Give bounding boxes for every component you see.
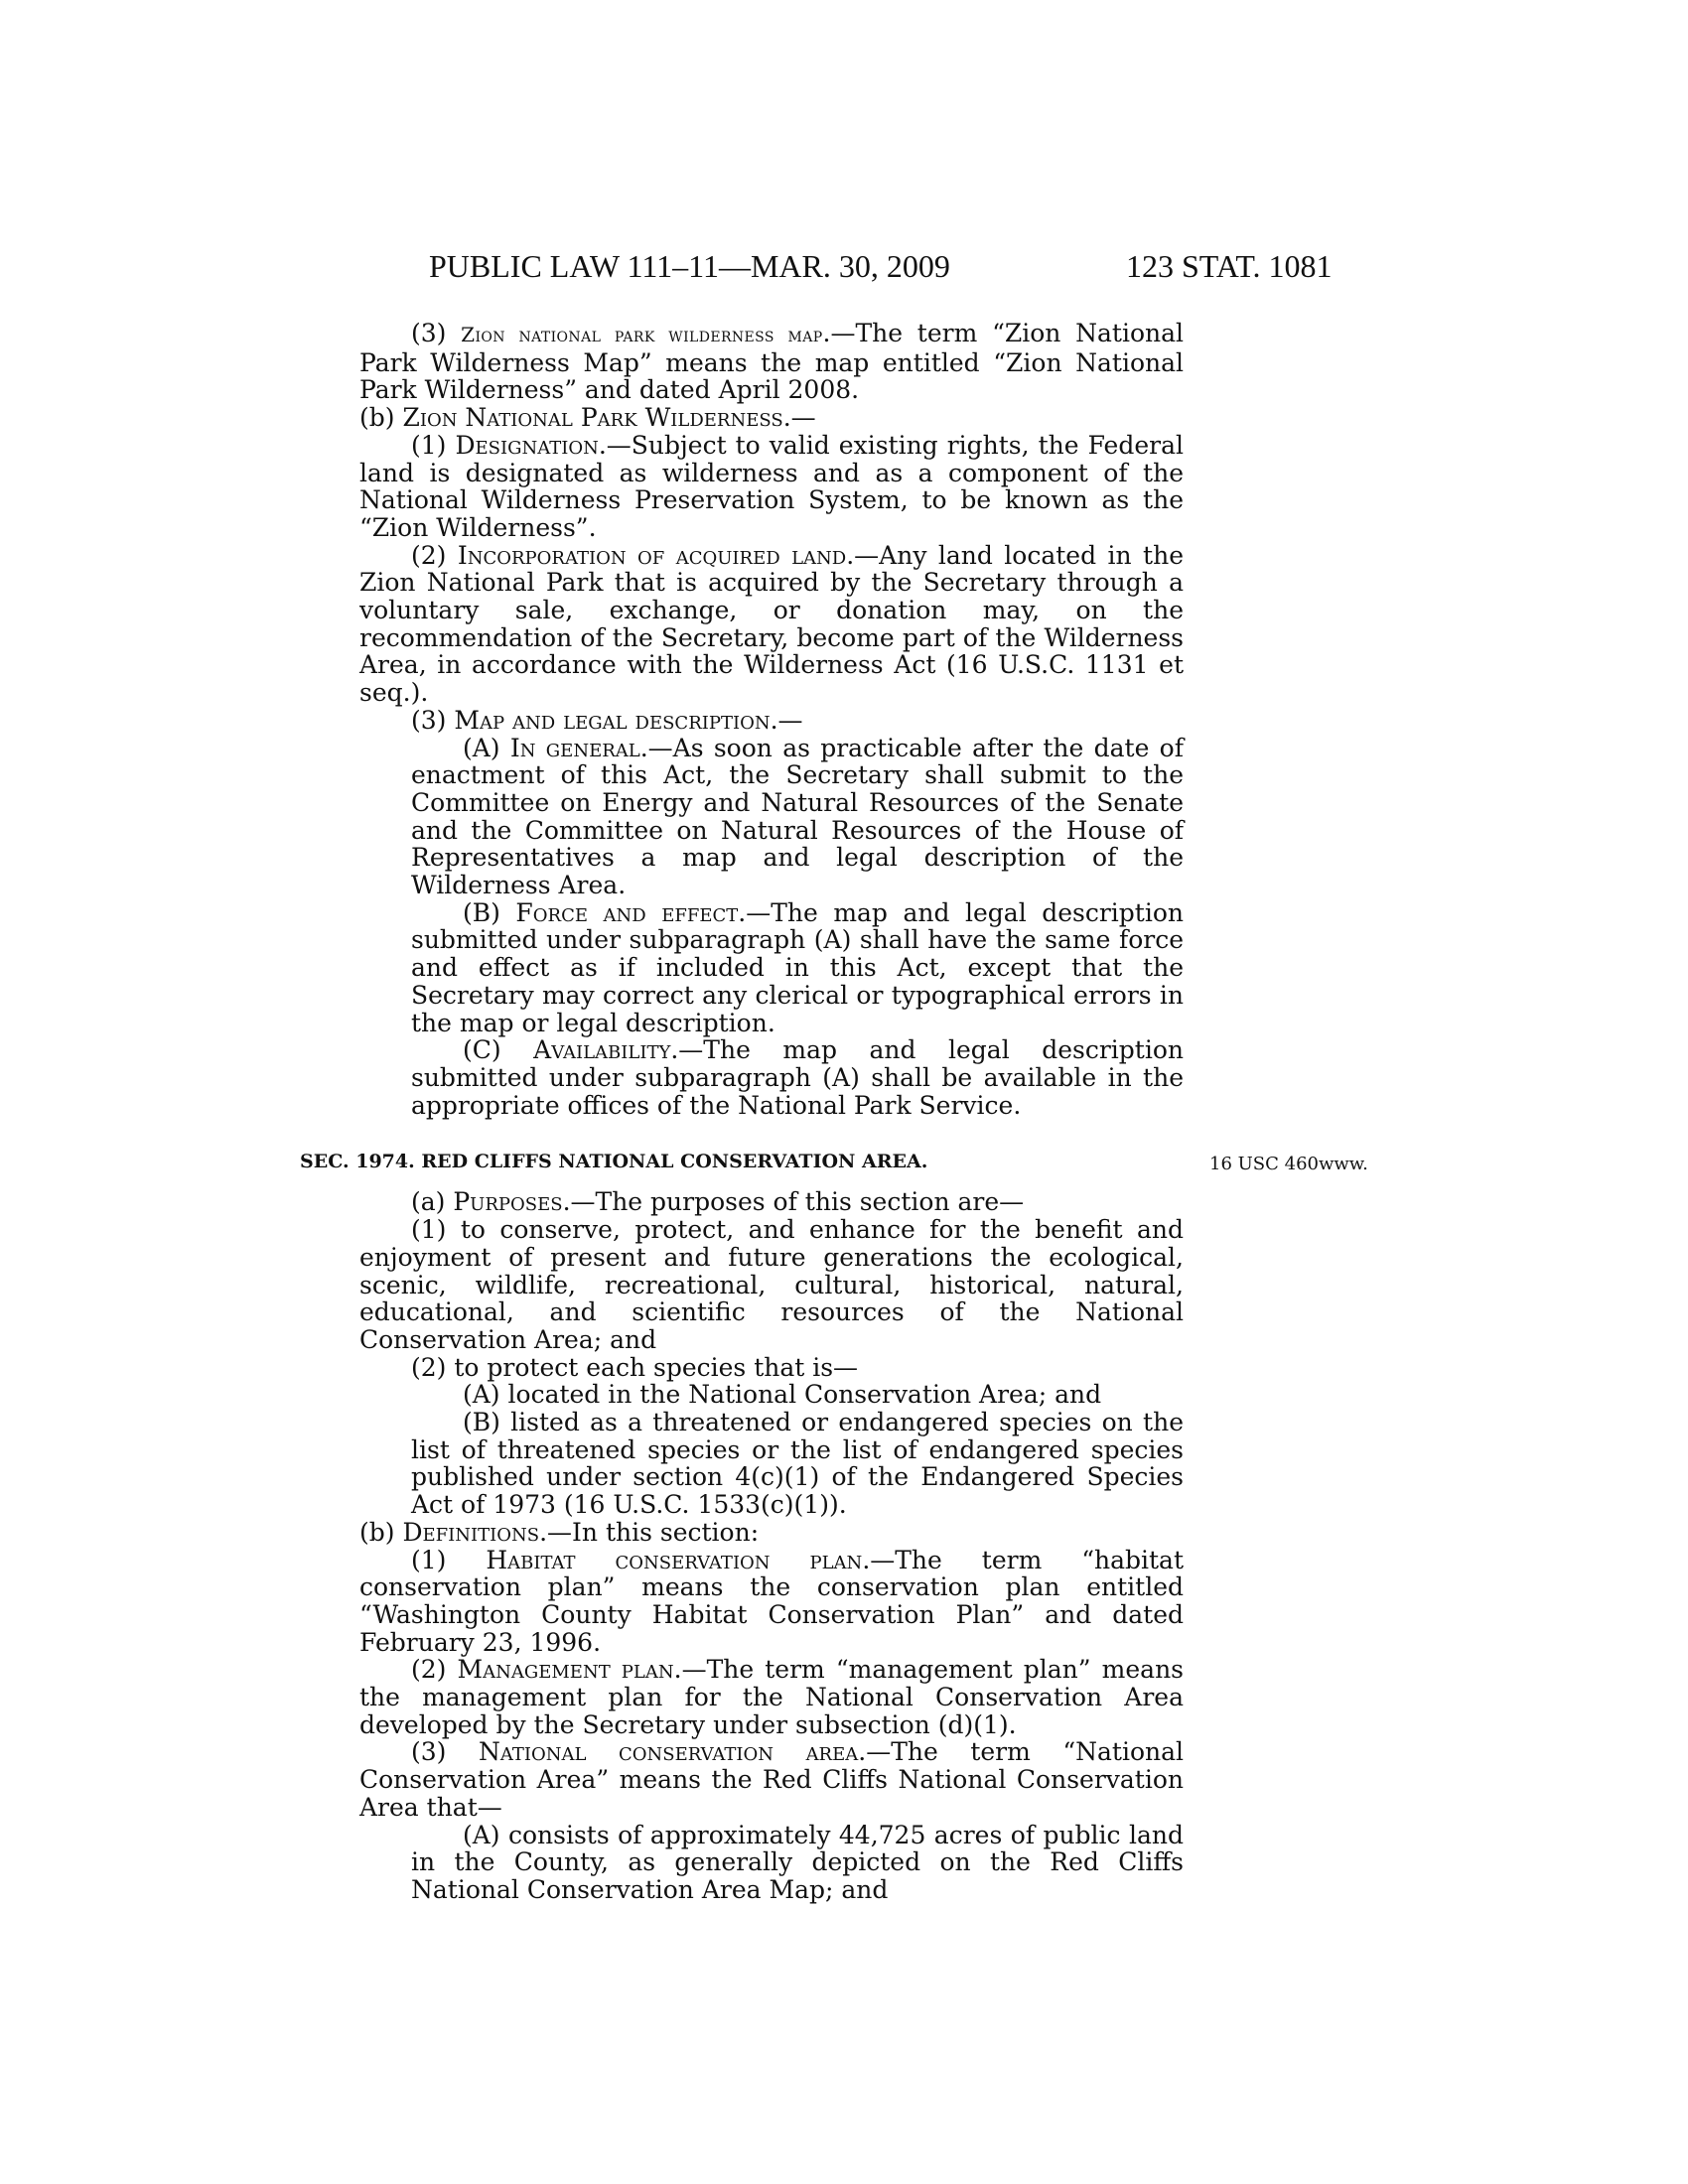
smallcaps-heading: Definitions	[402, 1517, 540, 1547]
smallcaps-heading: Purposes	[453, 1187, 563, 1217]
paragraph: (a) Purposes.—The purposes of this section are—	[411, 1187, 1025, 1217]
margin-note: 16 USC 460www.	[1209, 1154, 1368, 1175]
paragraph: (3) National conservation area.—The term “National Conservation Area” means the Red Cliffs National Conservation Area that—	[359, 1737, 1185, 1822]
smallcaps-heading: In general	[509, 733, 640, 762]
paragraph: (b) Zion National Park Wilderness.—	[359, 403, 816, 433]
smallcaps-heading	[402, 403, 782, 432]
smallcaps-heading: Management plan	[457, 1655, 674, 1685]
section-heading: SEC. 1974. RED CLIFFS NATIONAL CONSERVATION AREA.	[300, 1151, 928, 1173]
smallcaps-heading: Availability	[533, 1035, 671, 1065]
paragraph: (3) Zion national park wilderness map.—The term “Zion National Park Wilderness Map” means the map entitled “Zion National Park Wilderness” and dated April 2008.	[359, 319, 1184, 405]
paragraph: (2) to protect each species that is—	[411, 1352, 859, 1382]
paragraph: (A) located in the National Conservation Area; and	[463, 1380, 1102, 1410]
paragraph: (3) Map and legal description.—	[411, 705, 803, 735]
smallcaps-heading: Zion national park wilderness map	[461, 323, 823, 346]
smallcaps-heading: National conservation area	[478, 1737, 859, 1767]
smallcaps-heading: Incorporation of acquired land	[457, 540, 847, 570]
header-stat-citation: 123 STAT. 1081	[1126, 248, 1333, 284]
paragraph: (2) Incorporation of acquired land.—Any land located in the Zion National Park that is acquired by the Secretary through a voluntary sale, exchange, or donation may, on the recommendation of the Secretary, become part of the Wilderness Area, in accordance with the Wilderness Act (16 U.S.C. 1131 et seq.).	[359, 540, 1185, 708]
paragraph: (A) consists of approximately 44,725 acres of public land in the County, as generally depicted on the Red Cliffs National Conservation Area Map; and	[411, 1820, 1184, 1904]
running-header	[0, 248, 1688, 298]
paragraph: (1) Habitat conservation plan.—The term “habitat conservation plan” means the conservation plan entitled “Washington County Habitat Conservation Plan” and dated February 23, 1996.	[359, 1545, 1184, 1657]
smallcaps-heading: Habitat conservation plan	[486, 1545, 863, 1574]
smallcaps-heading: Designation	[455, 430, 599, 460]
paragraph: (A) In general.—As soon as practicable after the date of enactment of this Act, the Secretary shall submit to the Committee on Energy and Natural Resources of the Senate and the Committee on Natural Resources of the House of Representatives a map and legal description of the Wilderness Area.	[411, 733, 1184, 900]
paragraph: (2) Management plan.—The term “management plan” means the management plan for the National Conservation Area developed by the Secretary under subsection (d)(1).	[359, 1655, 1184, 1739]
header-title: PUBLIC LAW 111–11—MAR. 30, 2009	[429, 248, 950, 284]
smallcaps-heading: Force and effect	[515, 897, 739, 927]
paragraph: (1) to conserve, protect, and enhance for the benefit and enjoyment of present and future generations the ecological, scenic, wildlife, recreational, cultural, historical, natural, educational, and scientific resources of the National Conservation Area; and	[359, 1215, 1185, 1354]
section-heading-row	[300, 1147, 1388, 1178]
document-body	[300, 319, 1368, 1904]
paragraph: (B) Force and effect.—The map and legal description submitted under subparagraph (A) shall have the same force and effect as if included in this Act, except that the Secretary may correct any clerical or typographical errors in the map or legal description.	[411, 897, 1184, 1037]
paragraph: (C) Availability.—The map and legal description submitted under subparagraph (A) shall be available in the appropriate offices of the National Park Service.	[411, 1035, 1184, 1120]
smallcaps-heading: Map and legal description	[454, 705, 771, 735]
smallcaps-heading: Zion National Park Wilderness	[402, 403, 783, 433]
paragraph: (1) Designation.—Subject to valid existing rights, the Federal land is designated as wilderness and as a component of the National Wilderness Preservation System, to be known as the “Zion Wilderness”.	[359, 430, 1184, 542]
paragraph: (B) listed as a threatened or endangered species on the list of threatened species or the list of endangered species published under section 4(c)(1) of the Endangered Species Act of 1973 (16 U.S.C. 1533(c)(1)).	[411, 1408, 1184, 1520]
paragraph: (b) Definitions.—In this section:	[359, 1517, 760, 1547]
